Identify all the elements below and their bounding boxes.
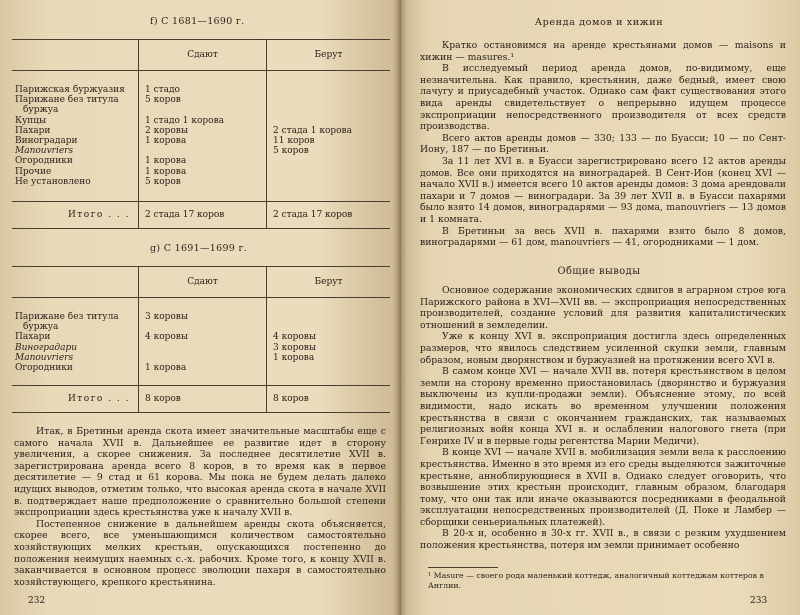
total-label: Итого . . .	[67, 394, 130, 405]
table-f-col-give: Сдают	[138, 40, 266, 70]
table-row-label: Пахари	[15, 332, 51, 343]
paragraph: В 20-х и, особенно в 30-х гг. XVII в., в связи с резким ухудшением положения крестьянства, потеря им земли принимает особенно	[420, 528, 786, 552]
table-f	[12, 39, 390, 229]
right-body-top	[420, 40, 786, 249]
table-cell-give: 5 коров	[145, 176, 181, 187]
paragraph: В конце XVI — начале XVII в. мобилизация земли вела к расслоению крестьянства. Именно в это время из его среды выделяются зажиточные крестьяне, анноблирующиеся в XVII в. Однако следует оговорить, что возвышение этих крестьян происходит, главным образом, благодаря тому, что они так или иначе оказываются посредниками в феодальной эксплуатации непосредственных производителей (Д. Поке и Ламбер — сборщики сеньериальных платежей).	[420, 447, 786, 528]
book-gutter	[393, 0, 407, 615]
table-row-label: Парижане без титула	[15, 312, 119, 322]
total-label: Итого . . .	[67, 209, 130, 220]
table-g	[12, 266, 390, 413]
table-f-title: f) С 1681—1690 г.	[150, 16, 245, 27]
right-body-bottom	[420, 285, 786, 552]
table-cell-take	[273, 363, 390, 373]
left-page	[0, 0, 398, 615]
table-row-label: Manouvriers	[15, 146, 74, 157]
table-cell-give	[145, 353, 266, 363]
table-cell-take	[273, 85, 390, 95]
table-cell-take	[273, 156, 390, 166]
table-cell-take: 4 коровы	[273, 332, 317, 343]
table-row-label: Виноградари	[15, 342, 78, 353]
table-row-label: Прочие	[15, 166, 52, 177]
table-cell-give: 1 корова	[145, 135, 187, 146]
table-cell-give	[145, 343, 266, 353]
table-cell-give: 3 коровы	[145, 312, 189, 322]
total-take: 2 стада 17 коров	[266, 202, 390, 228]
table-cell-give: 2 коровы	[145, 125, 189, 136]
table-row-label: Парижская буржуазия	[15, 85, 125, 95]
table-row-label: Огородники	[15, 362, 73, 373]
table-cell-take	[273, 167, 390, 177]
table-cell-take	[273, 322, 390, 332]
paragraph: В самом конце XVI — начале XVII вв. потеря крестьянством в целом земли на сторону временно приостановилась (дворянство и буржуазия выключены из купли-продажи земли). Объяснение этому, по всей видимости, надо искать во временном улучшении положения крестьянства в связи с окончанием гражданских, так называемых религиозных войн конца XVI в. и ослаблении налогового гнета (при Генрихе IV и в первые годы регентства Марии Медичи).	[420, 366, 786, 447]
running-head: Аренда домов и хижин	[534, 17, 664, 28]
footnote: ¹ Masure — своего рода маленький коттедж, аналогичный коттеджам коттеров в Англии.	[428, 571, 764, 590]
table-cell-take: 5 коров	[273, 146, 309, 157]
table-row-label: Виноградари	[15, 135, 78, 146]
table-row-label: Огородники	[15, 156, 73, 167]
table-f-col-take: Берут	[266, 40, 390, 70]
table-cell-take	[273, 177, 390, 187]
paragraph: Всего актов аренды домов — 330; 133 — по Буасси; 10 — по Сент-Иону, 187 — по Бретиньи.	[420, 132, 786, 156]
table-f-body	[12, 71, 390, 201]
table-row-label: Пахари	[15, 125, 51, 136]
table-f-total	[12, 201, 390, 228]
paragraph: В Бретиньи за весь XVII в. пахарями взято было 8 домов, виноградарями — 61 дом, manouvriers — 41, огородниками — 1 дом.	[420, 225, 786, 249]
table-cell-take	[273, 312, 390, 322]
table-cell-take	[273, 105, 390, 115]
table-g-total	[12, 385, 390, 412]
table-row-label: Парижане без титула	[15, 95, 119, 106]
table-cell-take: 3 коровы	[273, 342, 317, 353]
table-g-header	[12, 267, 390, 298]
table-cell-take: 2 стада 1 корова	[273, 125, 352, 136]
table-cell-give: 1 стадо	[145, 85, 180, 95]
page-number-left: 232	[28, 596, 46, 606]
table-cell-give	[145, 322, 266, 332]
total-take: 8 коров	[266, 386, 390, 412]
table-g-col-give: Сдают	[138, 267, 266, 297]
total-give: 8 коров	[138, 386, 266, 412]
table-cell-take: 1 корова	[273, 352, 315, 363]
table-cell-take	[273, 116, 390, 126]
total-give: 2 стада 17 коров	[138, 202, 266, 228]
paragraph: Уже к концу XVI в. экспроприация достигла здесь определенных размеров, что явилось следствием усиленной скупки земли, главным образом, новым дворянством и буржуазией на протяжении всего XVI в.	[420, 331, 786, 366]
paragraph: В исследуемый период аренда домов, по-видимому, еще незначительна. Как правило, крестьянин, даже бедный, имеет свою лачугу и приусадебный участок. Однако сам факт существования этого вида аренды свидетельствует о непрерывно идущем процессе экспроприации непосредственного производителя от всех средств производства.	[420, 63, 786, 133]
table-f-header	[12, 40, 390, 71]
page-number-right: 233	[750, 596, 768, 606]
table-cell-take	[273, 95, 390, 105]
table-cell-give: 1 корова	[145, 156, 187, 167]
table-row-label: Manouvriers	[15, 352, 74, 363]
right-page	[398, 0, 800, 615]
left-body-text	[14, 426, 386, 588]
paragraph: Итак, в Бретиньи аренда скота имеет значительные масштабы еще с самого начала XVII в. Дальнейшее ее развитие идет в сторону увеличения, а скорее снижения. За последнее десятилетие XVII в. зарегистрирована аренда всего 8 коров, в то время как в первое десятилетие — 9 стад и 61 корова. Мы пока не будем делать далеко идущих выводов, отметим только, что высокая аренда скота в начале XVII в. подтверждает наше предположение о сравнительно большой степени экспроприации здесь крестьянства уже к началу XVII в.	[14, 426, 386, 519]
paragraph: Кратко остановимся на аренде крестьянами домов — maisons и хижин — masures.¹	[420, 40, 786, 63]
table-g-body	[12, 298, 390, 385]
table-cell-give	[145, 105, 266, 115]
footnote-rule	[428, 567, 498, 568]
table-cell-give: 1 стадо 1 корова	[145, 115, 225, 126]
table-row-label: буржуа	[23, 322, 59, 333]
table-cell-take: 11 коров	[273, 135, 315, 146]
table-g-title: g) С 1691—1699 г.	[150, 243, 248, 254]
table-cell-give: 1 корова	[145, 166, 187, 177]
table-row-label: буржуа	[23, 105, 59, 116]
table-cell-give: 5 коров	[145, 95, 181, 106]
section-title: Общие выводы	[557, 266, 641, 277]
paragraph: Основное содержание экономических сдвигов в аграрном строе юга Парижского района в XVI—XVII вв. — экспроприация непосредственных производителей, создание условий для развития капиталистических отношений в земледелии.	[420, 285, 786, 331]
paragraph: За 11 лет XVI в. в Буасси зарегистрировано всего 12 актов аренды домов. Все они приходятся на виноградарей. В Сент-Ион (конец XVI — начало XVII в.) имеется всего 10 актов аренды домов: 3 дома арендовали пахари и 7 домов — виноградари. За 39 лет XVII в. в Буасси пахарями было взято 14 домов, виноградарями — 93 дома, manouvriers — 13 домов и 1 комната.	[420, 155, 786, 225]
table-g-col-take: Берут	[266, 267, 390, 297]
table-cell-give	[145, 146, 266, 156]
table-row-label: Купцы	[15, 115, 47, 126]
table-row-label: Не установлено	[15, 176, 91, 187]
table-cell-give: 1 корова	[145, 362, 187, 373]
paragraph: Постепенное снижение в дальнейшем аренды скота объясняется, скорее всего, все уменьшающимся количеством самостоятельно хозяйствующих мелких крестьян, опускающихся постепенно до положения неимущих наемных с.-х. рабочих. Кроме того, к концу XVII в. заканчивается в основном процесс эволюции пахаря в самостоятельно хозяйствующего, крепкого крестьянина.	[14, 518, 386, 588]
table-cell-give: 4 коровы	[145, 332, 189, 343]
